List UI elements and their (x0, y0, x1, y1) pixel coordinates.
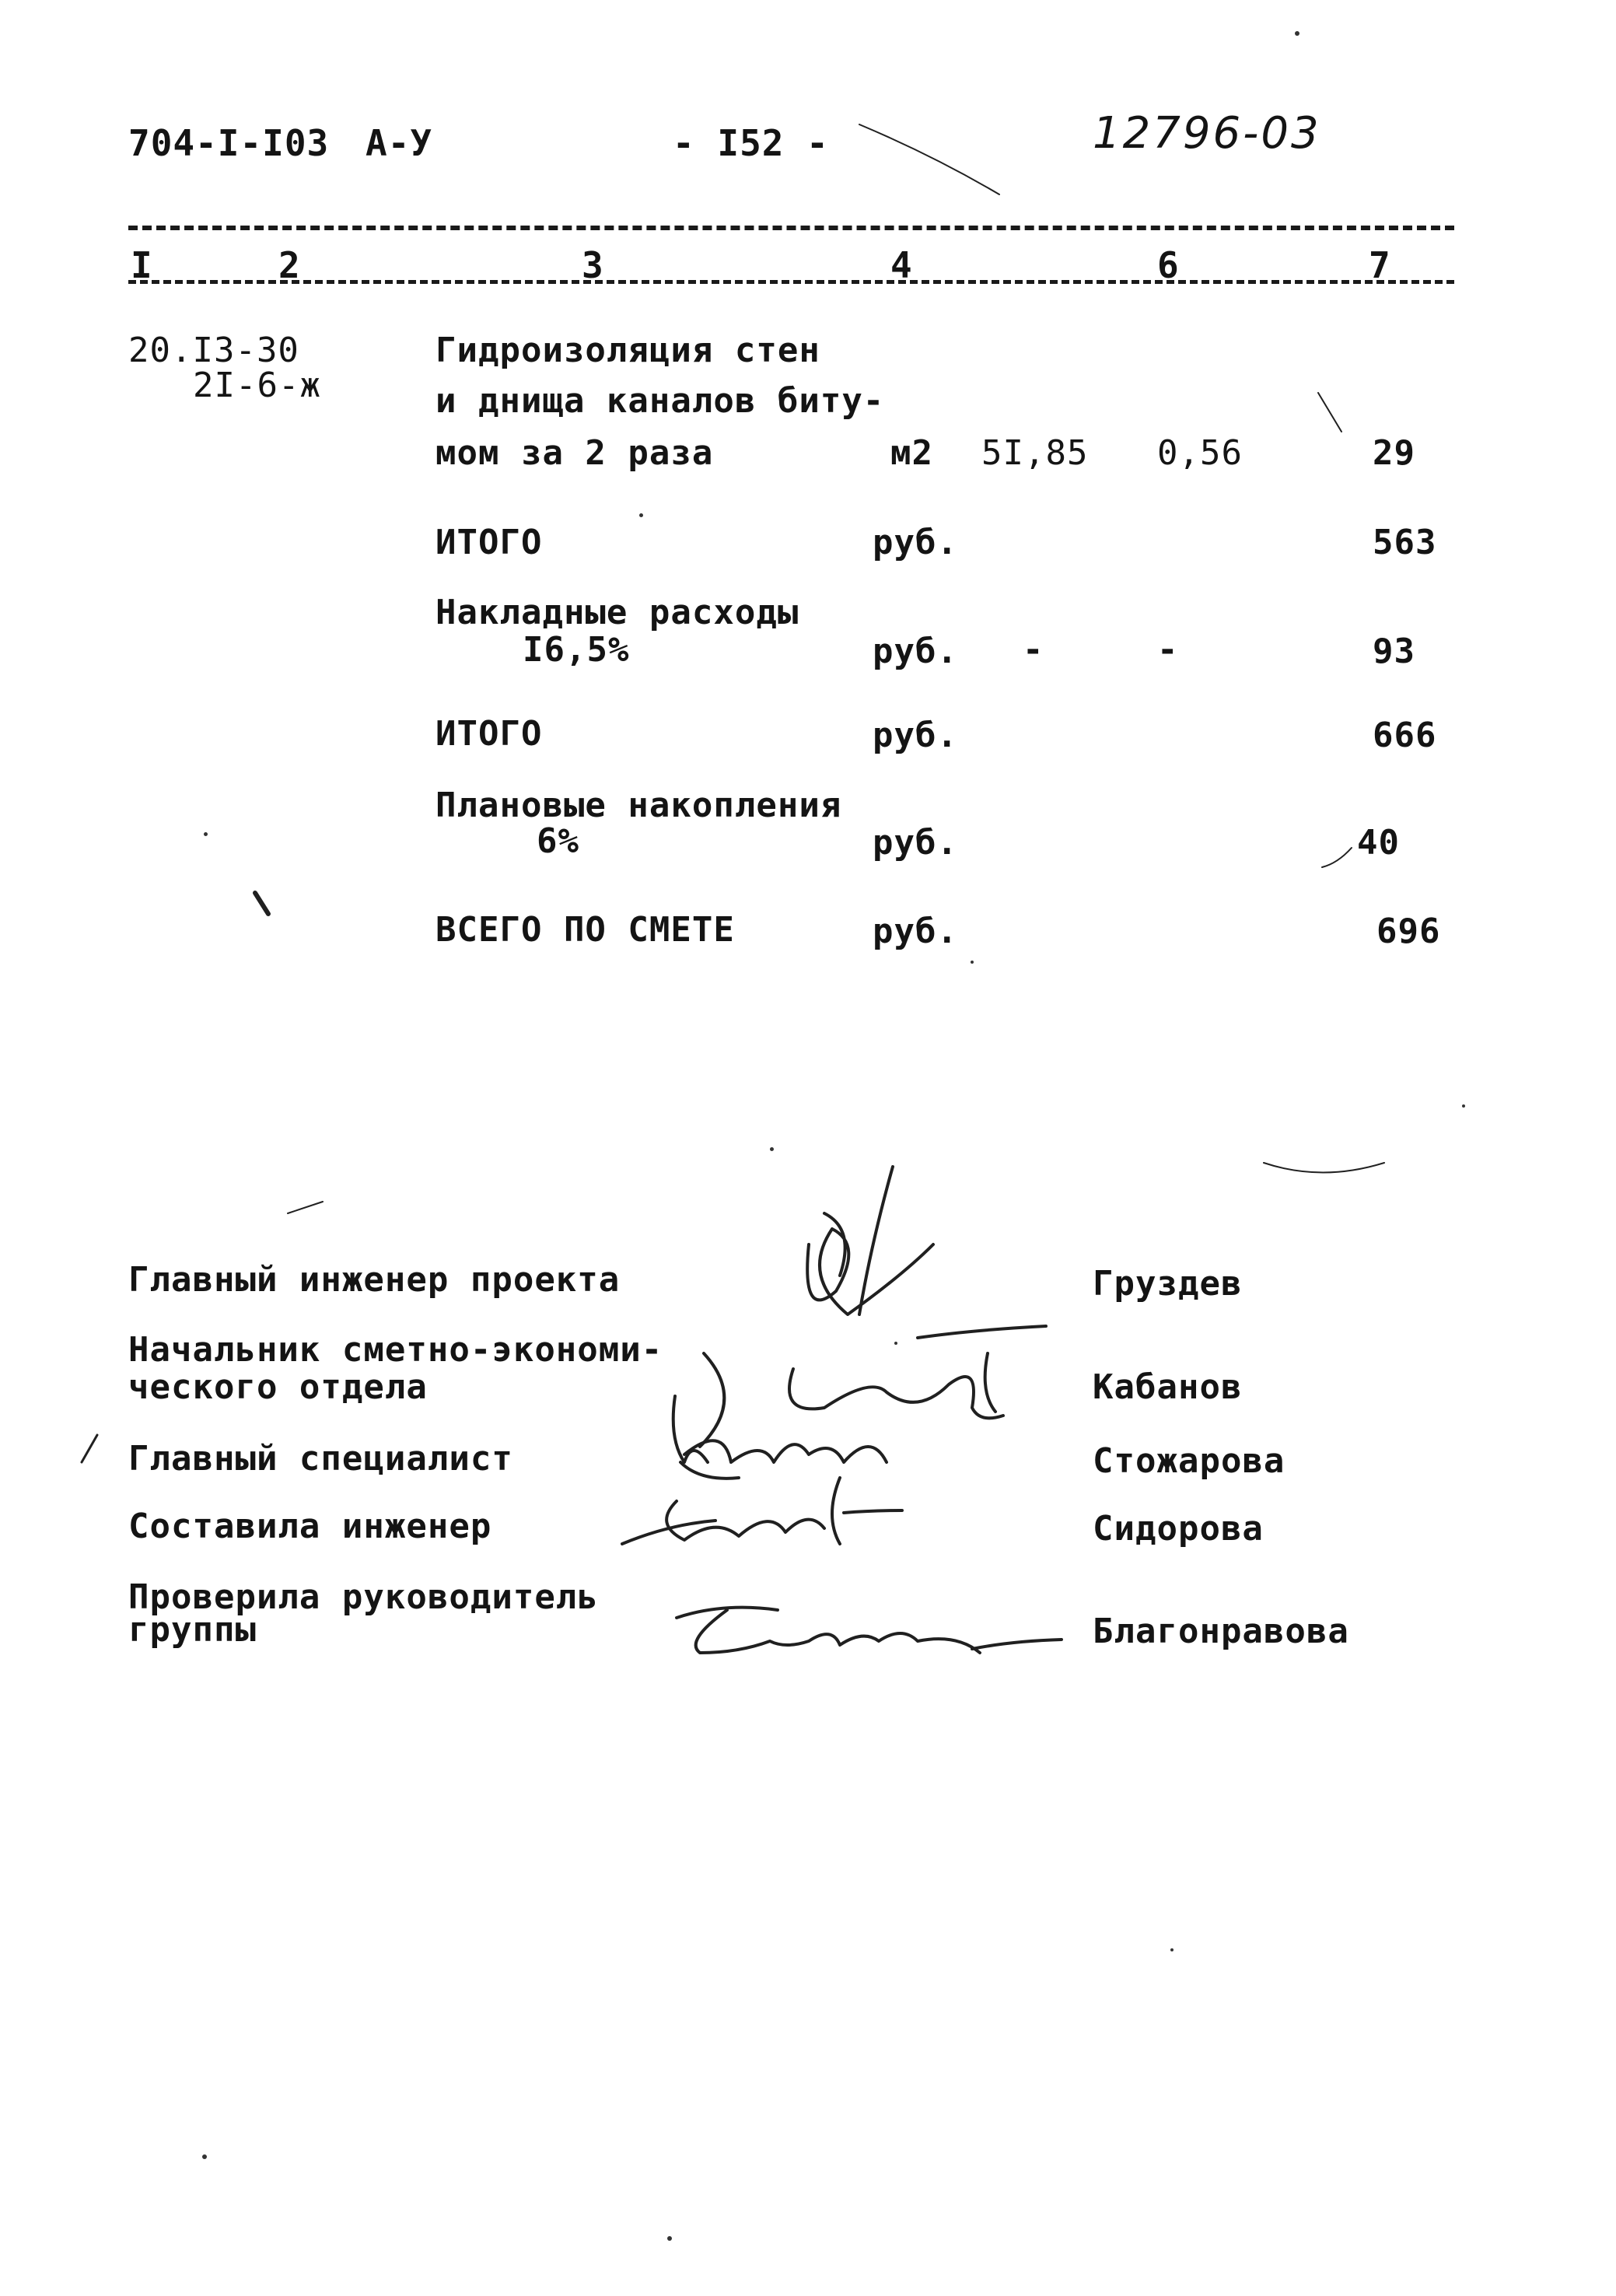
pen-mark (1264, 1163, 1384, 1173)
handwritten-number: 12796-03 (1093, 108, 1321, 159)
album-code: А-У (366, 122, 433, 164)
scan-speck (1170, 1948, 1174, 1951)
signature-sidorova (622, 1478, 902, 1544)
header-rule-top (128, 226, 1454, 230)
summary-grand-total: 696 (1376, 912, 1441, 951)
signature-gruzdev (807, 1167, 933, 1314)
signature-blagonravova (677, 1608, 1062, 1653)
scan-speck (894, 1342, 897, 1345)
summary-overhead-qty: - (1023, 630, 1044, 670)
scan-speck (1462, 1104, 1465, 1108)
pencil-stroke-mark (859, 124, 999, 194)
column-number-2: 2 (278, 244, 300, 286)
summary-savings-label: Плановые накопления (435, 786, 842, 825)
signatory-name-5: Благонравова (1093, 1612, 1349, 1651)
summary-total-total: 666 (1373, 716, 1437, 755)
summary-subtotal-label: ИТОГО (435, 523, 543, 562)
summary-overhead-rate: I6,5% (523, 630, 630, 670)
item-description-3: мом за 2 раза (435, 433, 714, 473)
summary-savings-total: 40 (1357, 823, 1400, 863)
pen-mark (82, 1435, 97, 1462)
signatory-position-3: Главный специалист (128, 1439, 513, 1479)
item-code-2: 2I-6-ж (193, 366, 321, 405)
summary-overhead-price: - (1157, 630, 1179, 670)
summary-grand-unit: руб. (873, 912, 958, 951)
signature-stozharova (673, 1396, 887, 1479)
summary-subtotal-total: 563 (1373, 523, 1437, 562)
item-code-1: 20.I3-30 (128, 331, 299, 370)
pen-mark (1322, 848, 1352, 867)
summary-savings-rate: 6% (537, 821, 579, 861)
signatory-name-4: Сидорова (1093, 1509, 1264, 1549)
item-unit: м2 (890, 433, 933, 473)
item-quantity: 5I,85 (981, 433, 1089, 473)
scan-speck (667, 2236, 672, 2241)
column-number-4: 4 (890, 244, 912, 286)
signatory-position-5a: Проверила руководитель (128, 1577, 599, 1617)
page-number: - I52 - (673, 122, 829, 164)
summary-overhead-unit: руб. (873, 632, 958, 671)
header-rule-bottom (128, 280, 1454, 284)
summary-total-unit: руб. (873, 716, 958, 755)
column-number-6: 6 (1157, 244, 1179, 286)
summary-overhead-label: Накладные расходы (435, 593, 799, 632)
summary-subtotal-unit: руб. (873, 523, 958, 562)
column-number-1: I (131, 244, 152, 286)
scan-speck (971, 961, 974, 964)
scan-speck (1295, 31, 1299, 36)
signatory-position-2a: Начальник сметно-экономи- (128, 1330, 663, 1370)
column-number-3: 3 (582, 244, 603, 286)
doc-code: 704-I-I03 (128, 122, 330, 164)
scan-speck (204, 832, 208, 836)
column-number-7: 7 (1369, 244, 1390, 286)
pen-mark (288, 1202, 323, 1213)
signatory-name-1: Груздев (1093, 1264, 1243, 1304)
signatory-name-2: Кабанов (1093, 1367, 1243, 1407)
scan-speck (202, 2154, 207, 2159)
summary-savings-unit: руб. (873, 823, 958, 863)
scan-speck (639, 513, 643, 517)
item-description-2: и днища каналов биту- (435, 381, 885, 421)
summary-grand-label: ВСЕГО ПО СМЕТЕ (435, 910, 735, 950)
summary-overhead-total: 93 (1373, 632, 1415, 671)
signatory-position-2b: ческого отдела (128, 1367, 428, 1407)
item-unit-price: 0,56 (1157, 433, 1243, 473)
pen-mark (255, 893, 268, 914)
signatory-position-5b: группы (128, 1610, 257, 1650)
item-description-1: Гидроизоляция стен (435, 331, 820, 370)
summary-total-label: ИТОГО (435, 714, 543, 754)
scan-speck (770, 1147, 774, 1151)
item-total: 29 (1373, 433, 1415, 473)
signatory-position-1: Главный инженер проекта (128, 1260, 621, 1300)
pen-mark (1318, 393, 1341, 432)
signatory-name-3: Стожарова (1093, 1441, 1285, 1481)
signature-kabanov (700, 1326, 1046, 1447)
signatory-position-4: Составила инженер (128, 1507, 492, 1546)
